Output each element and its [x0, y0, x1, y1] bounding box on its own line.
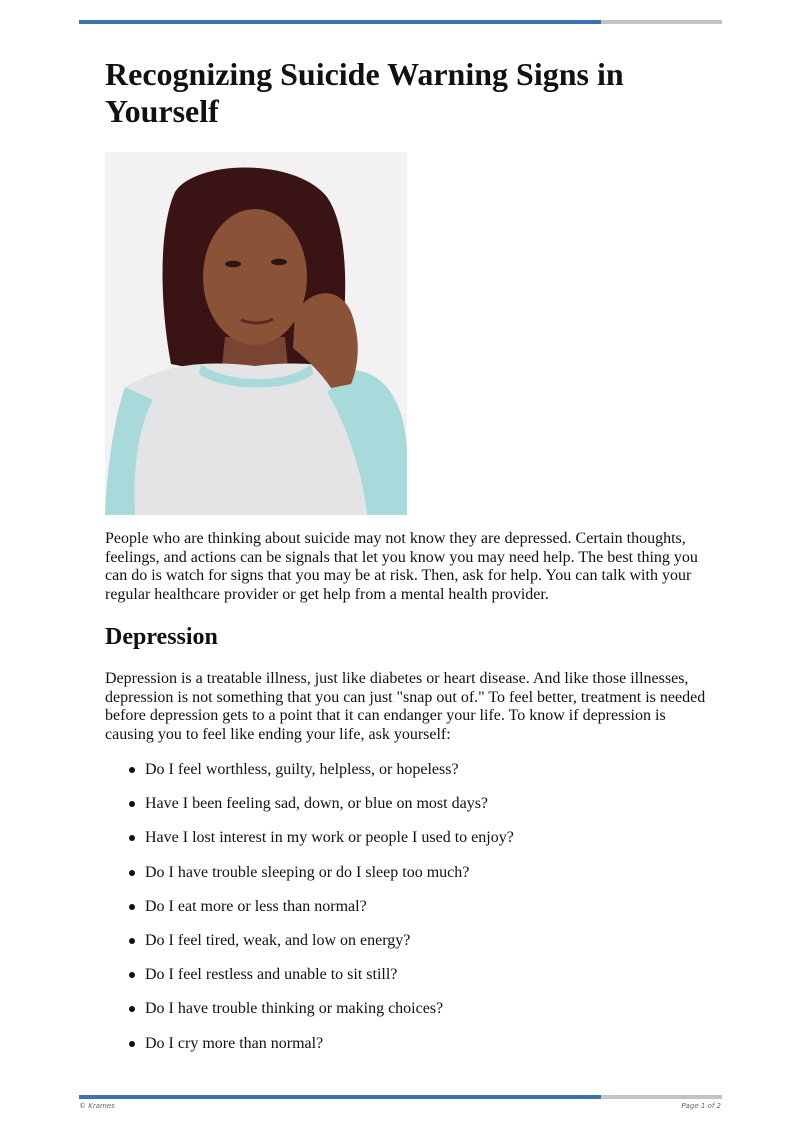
question-text: Do I feel restless and unable to sit still?	[145, 966, 398, 984]
footer-page-number: Page 1 of 2	[681, 1102, 721, 1110]
depression-paragraph: Depression is a treatable illness, just like diabetes or heart disease. And like those illnesses, depression is not something that you can just "snap out of." To feel better, treatment is needed before depression gets to a point that it can endanger your life. To know if depression is causing you to feel like ending your life, ask yourself:	[105, 670, 706, 743]
question-text: Have I lost interest in my work or people I used to enjoy?	[145, 829, 514, 847]
bullet-icon	[129, 801, 135, 807]
list-item	[105, 828, 705, 862]
bullet-icon	[129, 767, 135, 773]
question-text: Do I have trouble thinking or making choices?	[145, 1000, 444, 1018]
bullet-icon	[129, 1006, 135, 1012]
self-check-question-list	[105, 760, 705, 1068]
question-text: Do I feel tired, weak, and low on energy?	[145, 931, 411, 949]
footer-rule-grey	[601, 1095, 722, 1099]
list-item	[105, 863, 705, 897]
header-rule-grey	[601, 20, 722, 24]
page-title: Recognizing Suicide Warning Signs in Yourself	[105, 56, 624, 129]
question-text: Do I have trouble sleeping or do I sleep too much?	[145, 863, 470, 881]
footer-rule	[79, 1095, 722, 1099]
list-item	[105, 965, 705, 999]
list-item	[105, 760, 705, 794]
section-heading-depression: Depression	[105, 624, 218, 650]
bullet-icon	[129, 938, 135, 944]
bullet-icon	[129, 835, 135, 841]
bullet-icon	[129, 972, 135, 978]
list-item	[105, 999, 705, 1033]
list-item	[105, 1034, 705, 1068]
bullet-icon	[129, 1041, 135, 1047]
footer-copyright: © Krames	[79, 1102, 115, 1110]
question-text: Do I feel worthless, guilty, helpless, or hopeless?	[145, 761, 459, 778]
question-text: Have I been feeling sad, down, or blue on most days?	[145, 795, 489, 813]
bullet-icon	[129, 870, 135, 876]
list-item	[105, 931, 705, 965]
footer-rule-accent	[79, 1095, 601, 1099]
list-item	[105, 897, 705, 931]
header-rule-accent	[79, 20, 601, 24]
bullet-icon	[129, 904, 135, 910]
question-text: Do I eat more or less than normal?	[145, 897, 367, 915]
header-rule	[79, 20, 722, 24]
intro-paragraph: People who are thinking about suicide may not know they are depressed. Certain thoughts, feelings, and actions can be signals that let you know you may need help. The best thing you can do is watch for signs that you may be at risk. Then, ask for help. You can talk with your regular healthcare provider or get help from a mental health provider.	[105, 530, 698, 603]
question-text: Do I cry more than normal?	[145, 1034, 324, 1052]
list-item	[105, 794, 705, 828]
woman-on-phone-photo	[105, 152, 407, 515]
